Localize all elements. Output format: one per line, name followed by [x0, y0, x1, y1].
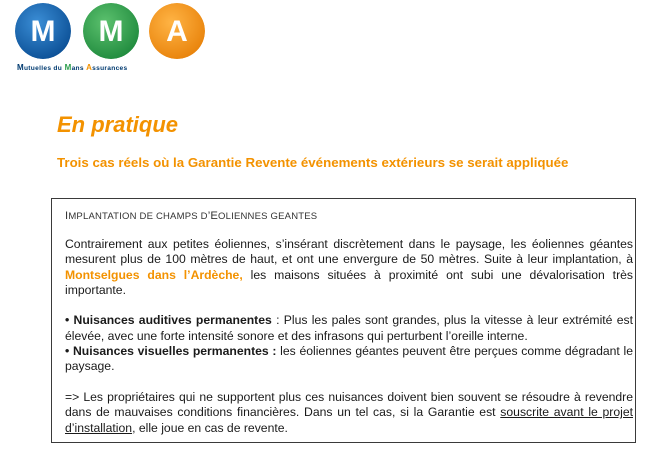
bullet-auditory-title: • Nuisances auditives permanentes — [65, 313, 272, 328]
bullet-auditory-text: : Plus les pales sont grandes, plus la vitesse à leur extrémité est élevée, avec une forte intensité sonore et des infrasons qui perturbent l’oreille interne. — [65, 313, 633, 343]
page-heading: En pratique — [57, 112, 179, 137]
paragraph-intro-text-a: Contrairement aux petites éoliennes, s’insérant discrètement dans le paysage, les éoliennes géantes mesurent plus de 100 mètres de haut, et ont une envergure de 50 mètres. Suite à leur implantation, à — [65, 237, 633, 267]
logo-letter-2: M — [98, 15, 124, 48]
box-title — [65, 210, 317, 222]
logo-circles — [15, 3, 215, 59]
logo-circle-m-green — [83, 3, 139, 59]
paragraph-conclusion — [65, 390, 633, 436]
logo-circle-m-blue — [15, 3, 71, 59]
bullet-visual-title: • Nuisances visuelles permanentes : — [65, 344, 277, 359]
box-title-cap-1: I — [65, 210, 69, 222]
location-highlight: Montselgues dans l’Ardèche, — [65, 267, 243, 282]
logo-letter-3: A — [166, 15, 188, 48]
page-subheading: Trois cas réels où la Garantie Revente événements extérieurs se serait appliquée — [57, 155, 569, 170]
mma-logo — [15, 3, 215, 75]
bullet-visual-text: les éoliennes géantes peuvent être perçues comme dégradant le paysage. — [65, 344, 633, 374]
tagline-cap-2: M — [64, 63, 72, 72]
tagline-rest-1: utuelles du — [23, 65, 63, 72]
bullet-visual — [65, 344, 633, 375]
logo-tagline — [17, 63, 217, 72]
case-box — [51, 198, 636, 443]
tagline-cap-1: M — [17, 63, 24, 72]
box-title-cap-2: ’E — [207, 210, 219, 222]
paragraph-intro — [65, 237, 633, 298]
bullet-auditory — [65, 313, 633, 344]
logo-letter-1: M — [30, 15, 56, 48]
paragraph-conclusion-text-a: => Les propriétaires qui ne supportent plus ces nuisances doivent bien souvent se résoudre à revendre dans de mauvaises conditions financières. Dans un tel cas, si la Garantie est — [65, 389, 633, 420]
box-title-rest-2: OLIENNES GEANTES — [218, 211, 318, 222]
box-title-rest-1: MPLANTATION DE CHAMPS D — [68, 211, 208, 222]
logo-circle-a-orange — [149, 3, 205, 59]
tagline-rest-3: ssurances — [92, 65, 128, 72]
paragraph-intro-text-b: les maisons situées à proximité ont subi une dévalorisation très importante. — [65, 267, 633, 297]
tagline-rest-2: ans — [71, 65, 84, 72]
underlined-condition: souscrite avant le projet d’installation — [65, 405, 634, 435]
tagline-cap-3: A — [86, 63, 93, 72]
paragraph-conclusion-text-b: , elle joue en cas de revente. — [132, 420, 288, 435]
box-body — [65, 237, 633, 436]
